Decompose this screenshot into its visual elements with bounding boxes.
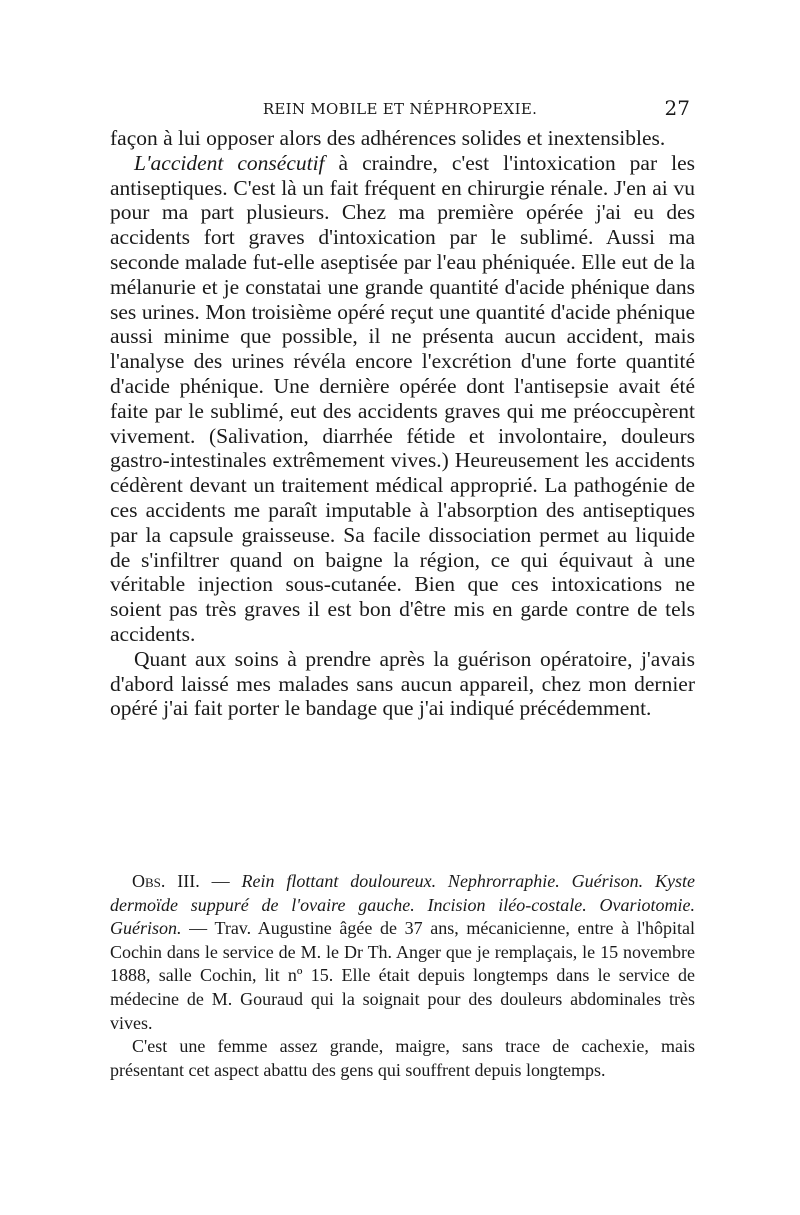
- observation-author: — Trav.: [181, 918, 258, 939]
- accident-heading: L'accident consécutif: [134, 150, 325, 175]
- accident-body: à craindre, c'est l'intoxication par les antiseptiques. C'est là un fait fréquent en chirurgie rénale. J'en ai vu pour ma part plusieurs. Chez ma première opérée j'ai eu des accidents fort graves d'intoxication par le sublimé. Aussi ma seconde malade fut-elle aseptisée par l'eau phéniquée. Elle eut de la mélanurie et je constatai une grande quantité d'acide phénique dans ses urines. Mon troisième opéré reçut une quantité d'acide phénique aussi minime que possible, il ne présenta aucun accident, mais l'analyse des urines révéla encore l'excrétion d'une forte quantité d'acide phénique. Une dernière opérée dont l'antisepsie avait été faite par le sublimé, eut des accidents graves qui me préoccupèrent vivement. (Salivation, diarrhée fétide et involontaire, douleurs gastro-intestinales extrêmement vives.) Heureusement les accidents cédèrent devant un traitement médical approprié. La pathogénie de ces accidents me paraît imputable à l'absorption des antiseptiques par la capsule graisseuse. Sa facile dissociation permet au liquide de s'infiltrer quand on baigne la région, ce qui équivaut à une véritable injection sous-cutanée. Bien que ces intoxications ne soient pas très graves il est bon d'être mis en garde contre de tels accidents.: [110, 150, 696, 646]
- observation-title: Rein flottant douloureux. Nephrorraphie. Guérison. Kyste dermoïde suppuré de l'ovaire gauche. Incision iléo-costale. Ovariotomie. Guérison.: [110, 871, 695, 939]
- observation-paragraph-2: C'est une femme assez grande, maigre, sans trace de cachexie, mais présentant cet aspect abattu des gens qui souffrent depuis longtemps.: [110, 1036, 695, 1080]
- main-text: [110, 126, 695, 721]
- paragraph-continuation: façon à lui opposer alors des adhérences solides et inextensibles.: [110, 126, 666, 150]
- observation-paragraph: [110, 870, 695, 1035]
- observation-block: [110, 870, 695, 1082]
- observation-label: Obs. III.: [132, 871, 200, 891]
- running-head: [110, 98, 690, 122]
- observation-dash: —: [199, 871, 242, 891]
- observation-text: Augustine âgée de 37 ans, mécanicienne, entre à l'hôpital Cochin dans le service de M. le Dr Th. Anger que je remplaçais, le 15 novembre 1888, salle Cochin, lit nº 15. Elle était depuis longtemps dans le service de médecine de M. Gouraud qui la soignait pour des douleurs abdominales très vives.: [110, 918, 695, 1033]
- paragraph-soins: Quant aux soins à prendre après la guérison opératoire, j'avais d'abord laissé mes malades sans aucun appareil, chez mon dernier opéré j'ai fait porter le bandage que j'ai indiqué précédemment.: [110, 646, 695, 721]
- page-number: 27: [664, 96, 690, 120]
- paragraph-accident: [110, 151, 695, 647]
- running-title: REIN MOBILE ET NÉPHROPEXIE.: [262, 100, 538, 118]
